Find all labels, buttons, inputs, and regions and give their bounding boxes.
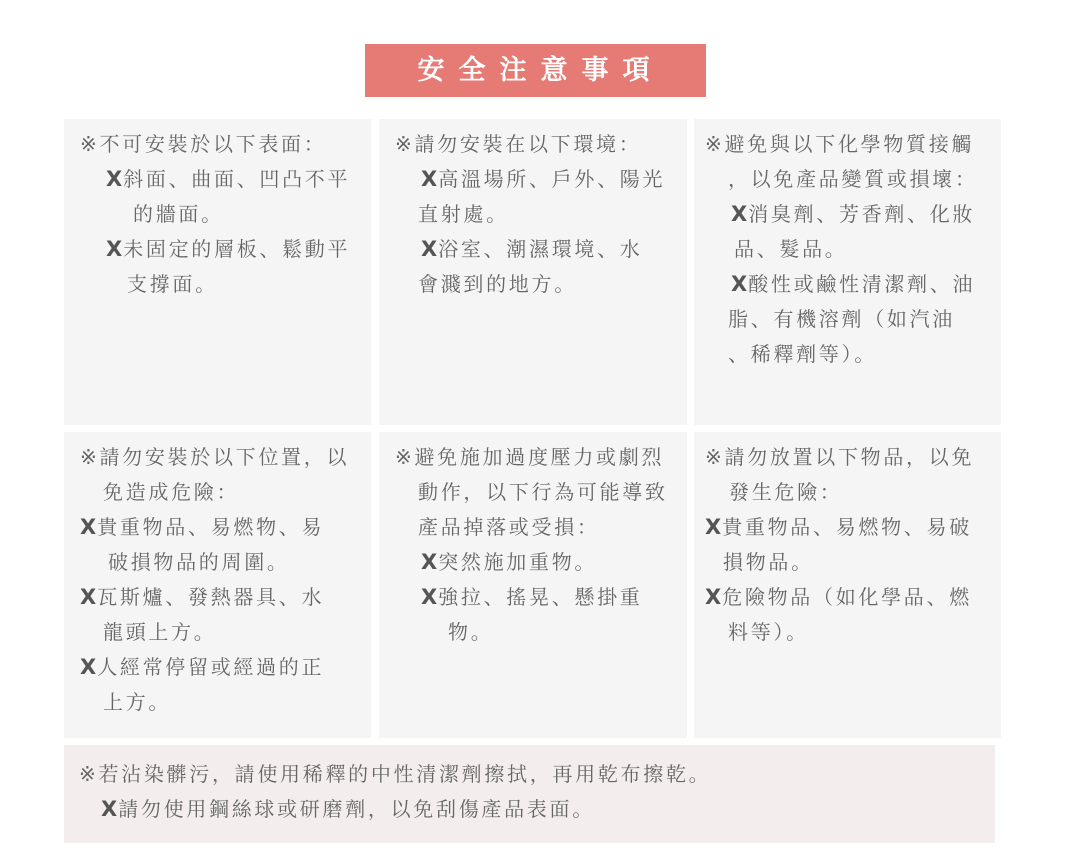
notice-item-cont [108,545,290,580]
notice-heading [80,127,326,162]
notice-text: 脂、有機溶劑（如汽油 [728,307,955,331]
x-mark-icon: X [80,585,98,609]
notice-text: 品、髮品。 [734,237,848,261]
notice-text: 突然施加重物。 [438,550,598,574]
notice-heading [705,440,974,475]
notice-text: ※請勿放置以下物品，以免 [705,445,975,469]
x-mark-icon: X [705,515,723,539]
x-mark-icon: X [421,585,439,609]
x-mark-icon: X [80,515,98,539]
notice-item-cont [103,615,217,650]
x-mark-icon: X [421,167,439,191]
notice-text: 上方。 [103,690,172,714]
notice-item [705,510,972,545]
notice-item [80,650,324,685]
notice-heading-cont [729,475,843,510]
notice-text: 貴重物品、易燃物、易 [97,515,325,539]
notice-text: 物。 [448,620,494,644]
notice-cell-items [694,432,1001,738]
notice-text: 浴室、潮濕環境、水 [438,237,643,261]
cleaning-notice [64,745,995,843]
notice-text: 動作，以下行為可能導致 [418,480,668,504]
notice-item-cont [127,267,218,302]
notice-heading-cont [418,510,600,545]
notice-cell-chemicals [694,119,1001,425]
x-mark-icon: X [421,550,439,574]
x-mark-icon: X [80,655,98,679]
notice-text: 產品掉落或受損： [418,515,600,539]
notice-heading [705,127,974,162]
notice-cell-surfaces [64,119,371,425]
notice-item [421,580,643,615]
notice-heading-cont [728,162,978,197]
notice-heading [79,757,711,792]
notice-text: 會濺到的地方。 [418,272,577,296]
page-title: 安全注意事項 [365,44,706,97]
notice-item-cont [734,232,848,267]
notice-heading-cont [103,475,239,510]
notice-text: 龍頭上方。 [103,620,217,644]
x-mark-icon: X [106,237,124,261]
notice-text: ※請勿安裝於以下位置，以 [80,445,350,469]
notice-heading-cont [418,475,668,510]
notice-item-cont [728,302,955,337]
notice-text: 請勿使用鋼絲球或研磨劑，以免刮傷產品表面。 [118,797,595,821]
notice-text: 斜面、曲面、凹凸不平 [123,167,351,191]
notice-text: ※請勿安裝在以下環境： [395,132,642,156]
notice-heading [395,440,664,475]
notice-text: 免造成危險： [103,480,240,504]
notice-item [421,232,643,267]
notice-text: 、稀釋劑等）。 [728,342,877,366]
notice-text: 危險物品（如化學品、燃 [722,585,972,609]
notice-cell-environment [379,119,687,425]
notice-text: 高溫場所、戶外、陽光 [438,167,666,191]
notice-item [80,580,324,615]
notice-text: 酸性或鹼性清潔劑、油 [748,272,976,296]
notice-cell-locations [64,432,371,738]
notice-item [421,162,665,197]
notice-text: 人經常停留或經過的正 [97,655,325,679]
notice-item [731,197,975,232]
notice-text: ，以免產品變質或損壞： [728,167,978,191]
notice-item [106,162,350,197]
notice-item-cont [448,615,493,650]
x-mark-icon: X [731,202,749,226]
notice-item-cont [133,197,224,232]
notice-item [101,792,595,827]
notice-text: ※若沾染髒污，請使用稀釋的中性清潔劑擦拭，再用乾布擦乾。 [79,762,712,786]
notice-item-cont [418,197,509,232]
x-mark-icon: X [101,797,119,821]
notice-item-cont [723,545,814,580]
notice-text: 發生危險： [729,480,843,504]
notice-item [731,267,975,302]
notice-text: 的牆面。 [133,202,224,226]
notice-text: 貴重物品、易燃物、易破 [722,515,972,539]
notice-text: 料等）。 [728,620,809,644]
notice-heading [395,127,641,162]
notice-text: 強拉、搖晃、懸掛重 [438,585,643,609]
notice-cell-force [379,432,687,738]
notice-text: ※不可安裝於以下表面： [80,132,327,156]
x-mark-icon: X [705,585,723,609]
notice-item [106,232,350,267]
notice-text: 損物品。 [723,550,814,574]
x-mark-icon: X [421,237,439,261]
notice-text: 未固定的層板、鬆動平 [123,237,351,261]
notice-text: 支撐面。 [127,272,218,296]
notice-item [421,545,597,580]
notice-text: 直射處。 [418,202,509,226]
notice-item [80,510,324,545]
notice-item [705,580,972,615]
notice-text: 破損物品的周圍。 [108,550,290,574]
notice-item-cont [103,685,171,720]
notice-heading [80,440,349,475]
notice-text: ※避免施加過度壓力或劇烈 [395,445,665,469]
x-mark-icon: X [106,167,124,191]
notice-text: ※避免與以下化學物質接觸 [705,132,975,156]
notice-item-cont [728,615,809,650]
notice-text: 消臭劑、芳香劑、化妝 [748,202,976,226]
notice-text: 瓦斯爐、發熱器具、水 [97,585,325,609]
notice-item-cont [728,337,877,372]
notice-item-cont [418,267,577,302]
x-mark-icon: X [731,272,749,296]
